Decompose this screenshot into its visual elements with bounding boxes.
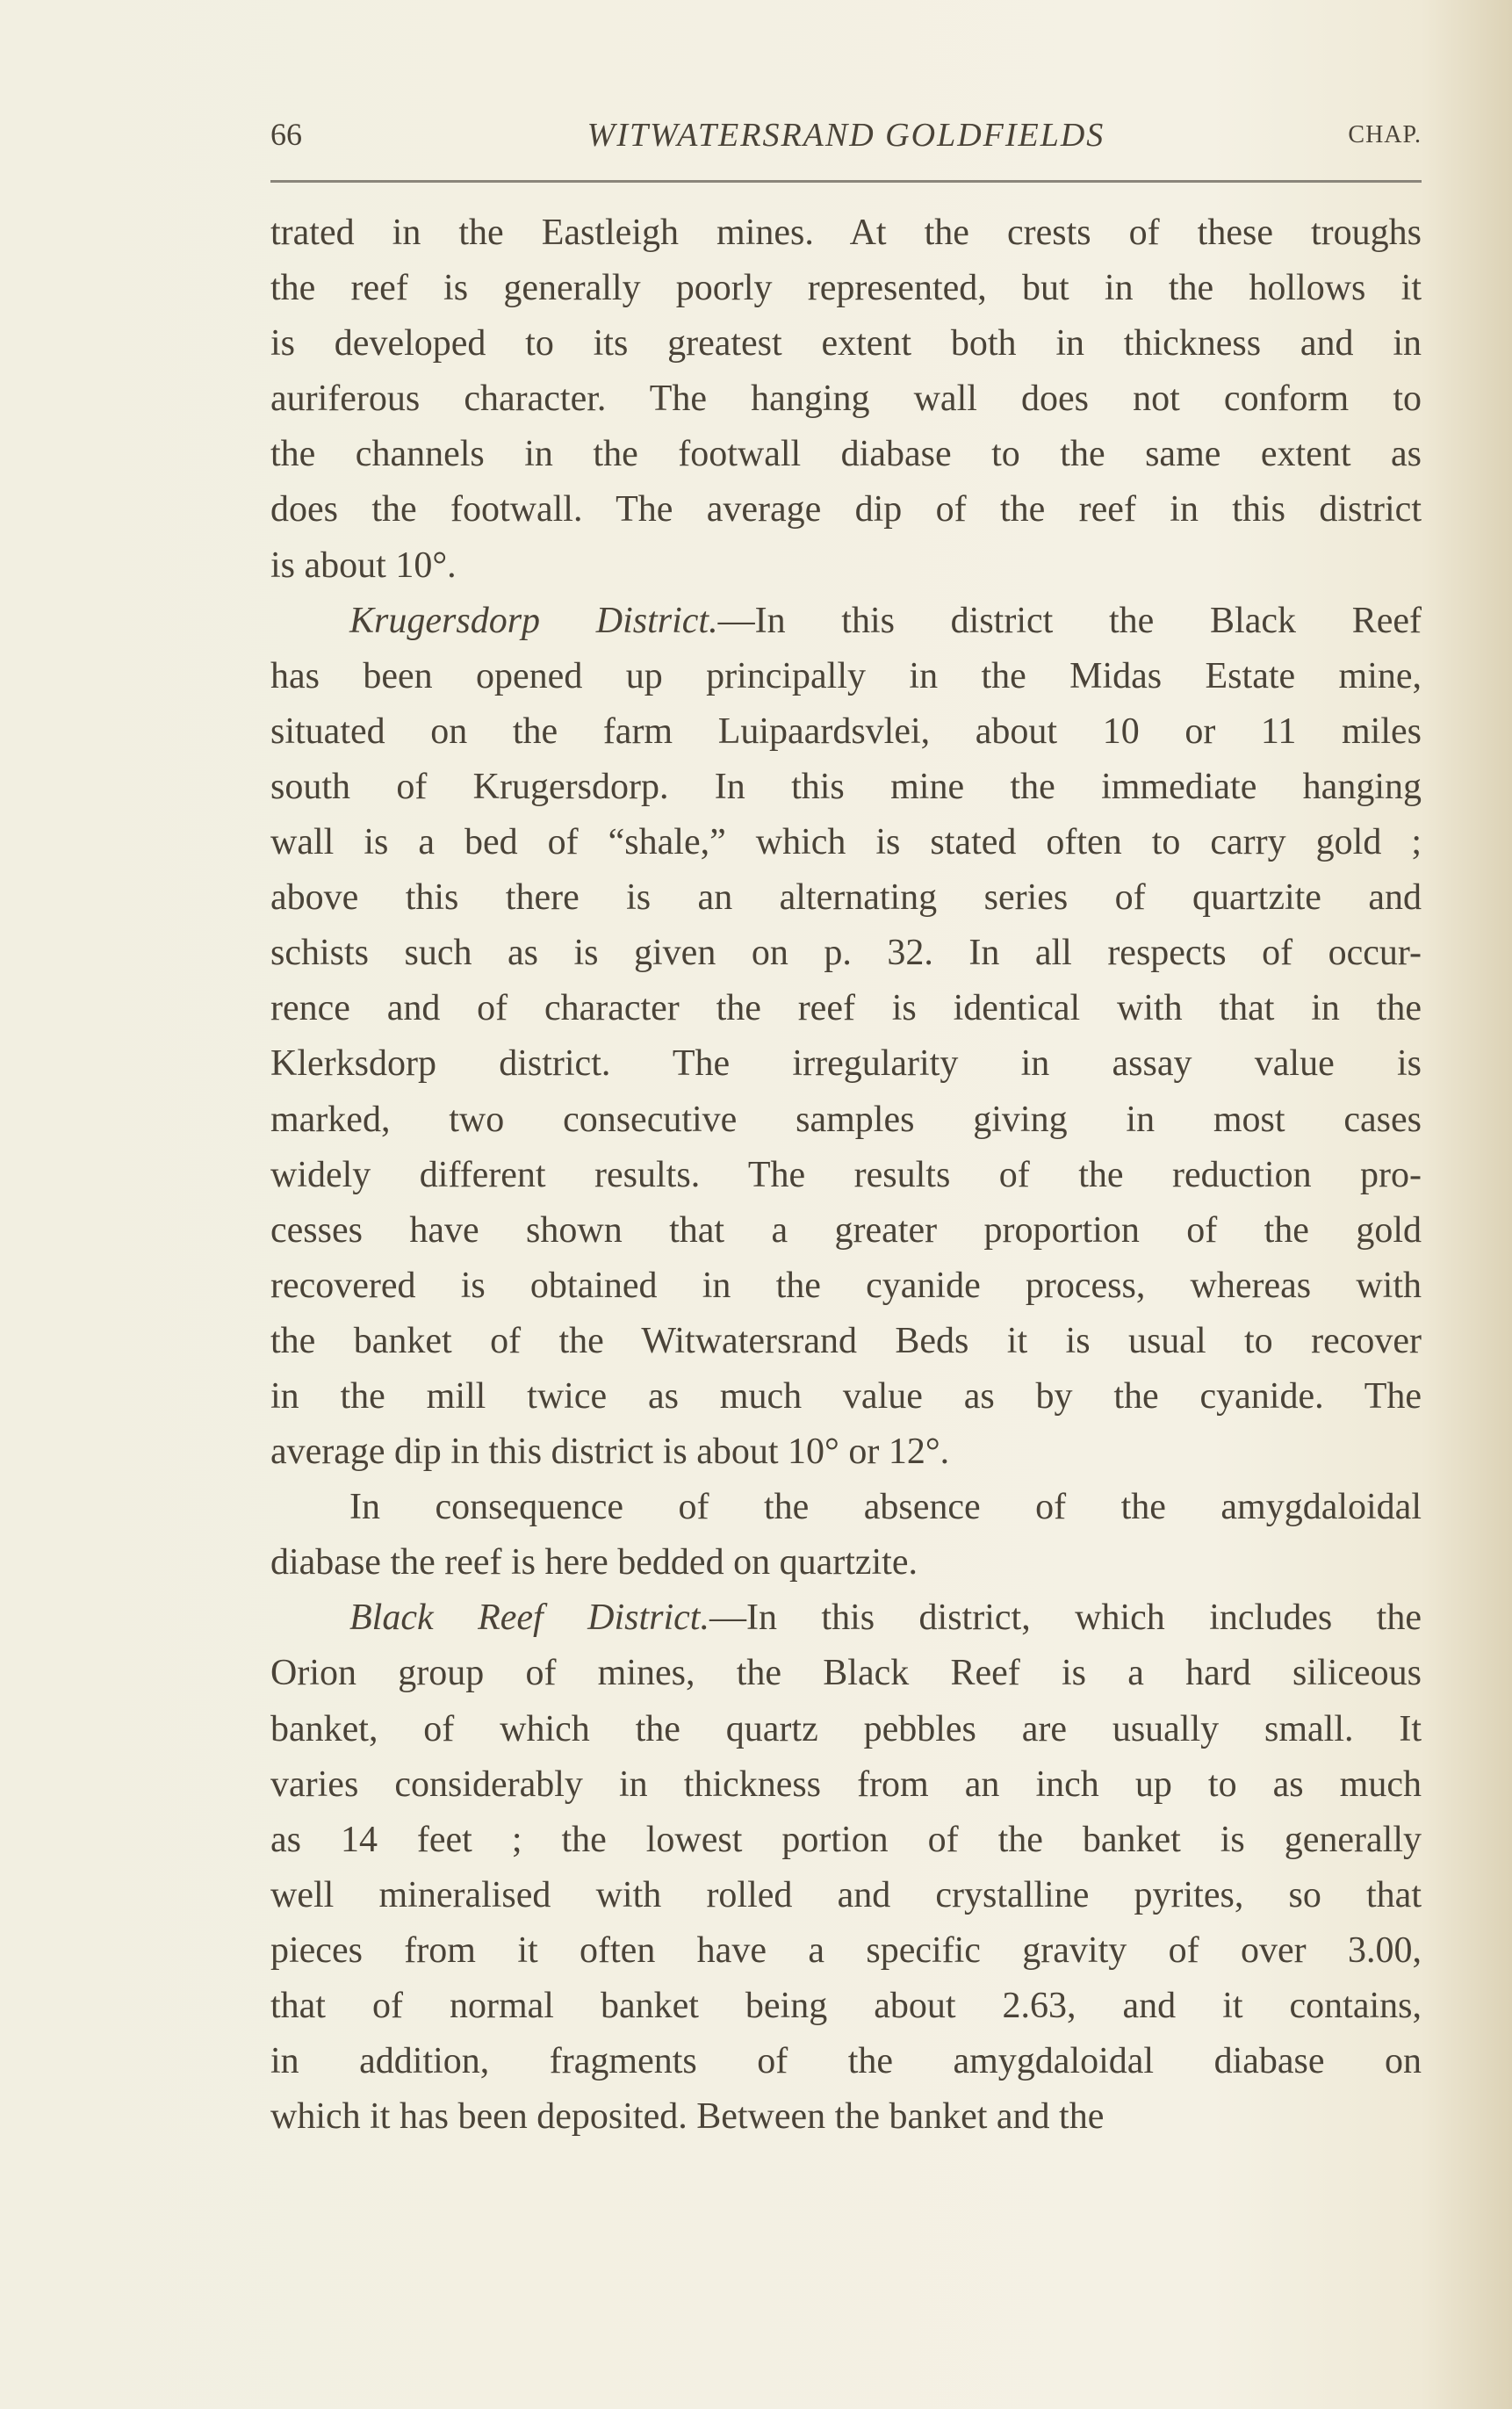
text-line [270,1093,1422,1148]
text-line [270,371,1422,427]
text-line [270,981,1422,1036]
line-text: widely different results. The results of the reduction pro- [270,1154,1422,1195]
text-line [270,1314,1422,1369]
line-text: Orion group of mines, the Black Reef is a hard siliceous [270,1653,1422,1694]
text-line [270,870,1422,926]
text-line [270,1813,1422,1868]
text-line [270,482,1422,537]
line-text: diabase the reef is here bedded on quartzite. [270,1542,918,1583]
line-text: recovered is obtained in the cyanide process, whereas with [270,1265,1422,1306]
text-line [270,649,1422,704]
text-line [270,316,1422,371]
text-line [270,1590,1422,1646]
text-line [270,1259,1422,1314]
text-line [270,1203,1422,1259]
line-text: south of Krugersdorp. In this mine the immediate hanging [270,766,1422,807]
running-title: WITWATERSRAND GOLDFIELDS [587,117,1105,154]
text-line [270,538,1422,594]
text-line [270,704,1422,760]
text-line [270,1646,1422,1701]
text-line [270,261,1422,316]
chapter-label: CHAP. [1348,121,1422,148]
line-text: situated on the farm Luipaardsvlei, about 10 or 11 miles [270,710,1422,752]
line-text: banket, of which the quartz pebbles are usually small. It [270,1708,1422,1749]
line-text: the banket of the Witwatersrand Beds it is usual to recover [270,1320,1422,1361]
line-text: varies considerably in thickness from an inch up to as much [270,1763,1422,1805]
line-text: —In this district the Black Reef [717,600,1422,641]
text-line [270,1757,1422,1813]
line-text: the reef is generally poorly represented, but in the hollows it [270,268,1422,309]
text-line [270,1702,1422,1757]
line-text: Klerksdorp district. The irregularity in assay value is [270,1043,1422,1085]
line-text: rence and of character the reef is identical with that in the [270,988,1422,1029]
line-text: above this there is an alternating series of quartzite and [270,877,1422,919]
header-rule [270,180,1422,183]
line-text: has been opened up principally in the Midas Estate mine, [270,655,1422,696]
line-text: which it has been deposited. Between the banket and the [270,2096,1105,2138]
line-text: wall is a bed of “shale,” which is stated often to carry gold ; [270,822,1422,863]
text-line [270,926,1422,981]
line-text: cesses have shown that a greater proportion of the gold [270,1209,1422,1251]
line-text: in the mill twice as much value as by the cyanide. The [270,1375,1422,1417]
line-text: pieces from it often have a specific gravity of over 3.00, [270,1929,1422,1971]
text-line [270,1535,1422,1590]
line-text: auriferous character. The hanging wall does not conform to [270,379,1422,420]
line-text: average dip in this district is about 10° or 12°. [270,1432,950,1473]
page-number: 66 [270,117,302,152]
text-line [270,206,1422,261]
line-text: In consequence of the absence of the amygdaloidal [349,1487,1422,1528]
line-text: marked, two consecutive samples giving in most cases [270,1099,1422,1140]
section-heading: Krugersdorp District. [349,600,718,641]
body-text [270,206,1422,2145]
text-line [270,1369,1422,1424]
line-text: is about 10°. [270,545,457,586]
text-line [270,2034,1422,2089]
line-text: schists such as is given on p. 32. In all respects of occur- [270,933,1422,974]
text-line [270,1868,1422,1923]
text-line [270,1424,1422,1480]
running-header [270,116,1422,160]
line-text: does the footwall. The average dip of the reef in this district [270,489,1422,530]
line-text: as 14 feet ; the lowest portion of the banket is generally [270,1819,1422,1860]
line-text: —In this district, which includes the [709,1598,1422,1639]
text-line [270,1979,1422,2034]
text-line [270,1148,1422,1203]
line-text: well mineralised with rolled and crystalline pyrites, so that [270,1874,1422,1915]
text-line [270,1480,1422,1535]
line-text: in addition, fragments of the amygdaloidal diabase on [270,2041,1422,2082]
line-text: the channels in the footwall diabase to the same extent as [270,434,1422,475]
section-heading: Black Reef District. [349,1598,709,1639]
line-text: trated in the Eastleigh mines. At the crests of these troughs [270,213,1422,253]
text-line [270,427,1422,482]
text-line [270,594,1422,649]
text-line [270,1923,1422,1979]
line-text: that of normal banket being about 2.63, and it contains, [270,1986,1422,2026]
text-line [270,2089,1422,2145]
line-text: is developed to its greatest extent both in thickness and in [270,323,1422,364]
text-line [270,815,1422,870]
text-line [270,760,1422,815]
text-line [270,1036,1422,1092]
